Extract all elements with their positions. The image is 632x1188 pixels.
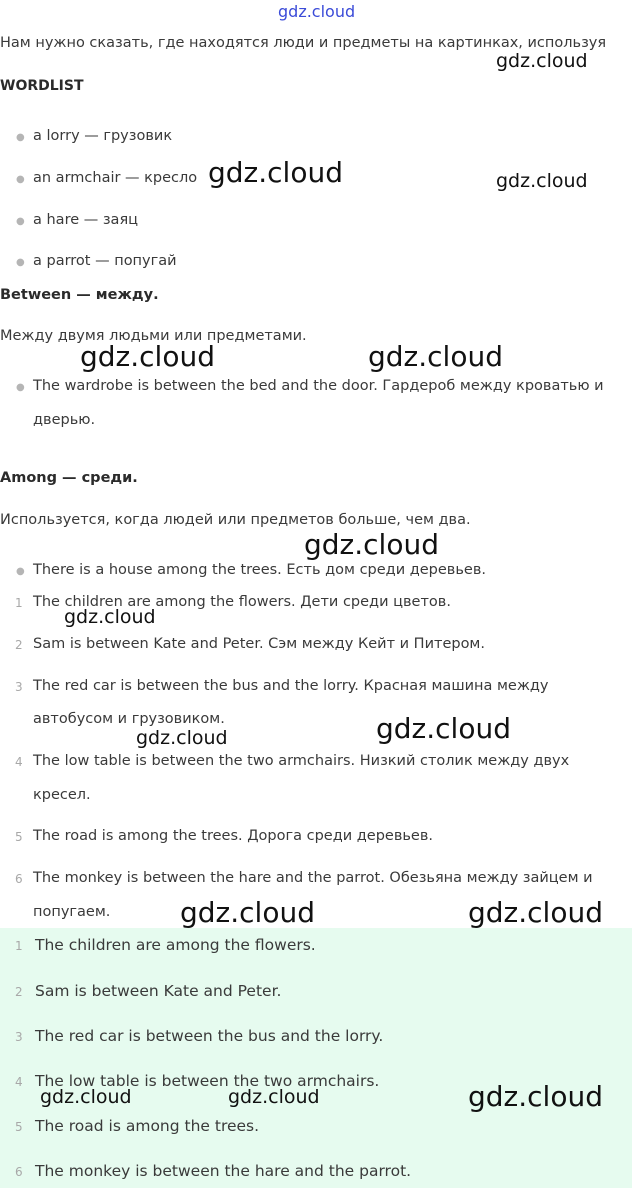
item-number: 5 (15, 1120, 23, 1134)
watermark: gdz.cloud (496, 50, 588, 72)
watermark: gdz.cloud (136, 727, 228, 749)
item-number: 1 (15, 939, 23, 953)
bullet-icon: ● (16, 132, 25, 143)
item-number: 2 (15, 985, 23, 999)
item-number: 6 (15, 872, 23, 886)
between-example-cont: дверью. (33, 412, 96, 428)
item-number: 3 (15, 1030, 23, 1044)
watermark: gdz.cloud (228, 1086, 320, 1108)
translation-item: The road is among the trees. Дорога среди деревьев. (33, 828, 433, 844)
item-number: 2 (15, 638, 23, 652)
watermark: gdz.cloud (64, 606, 156, 628)
wordlist-item: a hare — заяц (33, 212, 139, 228)
watermark: gdz.cloud (468, 896, 603, 929)
translation-item-cont: попугаем. (33, 904, 111, 920)
among-description: Используется, когда людей или предметов больше, чем два. (0, 512, 471, 528)
watermark: gdz.cloud (208, 156, 343, 189)
translation-item: Sam is between Kate and Peter. Сэм между Кейт и Питером. (33, 636, 485, 652)
translation-item: The low table is between the two armchairs. Низкий столик между двух (33, 753, 570, 769)
watermark: gdz.cloud (376, 712, 511, 745)
bullet-icon: ● (16, 257, 25, 268)
watermark: gdz.cloud (368, 340, 503, 373)
answer-item: Sam is between Kate and Peter. (35, 982, 282, 1000)
watermark: gdz.cloud (40, 1086, 132, 1108)
item-number: 6 (15, 1165, 23, 1179)
item-number: 3 (15, 680, 23, 694)
between-description: Между двумя людьми или предметами. (0, 328, 307, 344)
translation-item-cont: автобусом и грузовиком. (33, 711, 225, 727)
bullet-icon: ● (16, 216, 25, 227)
answer-item: The road is among the trees. (35, 1117, 260, 1135)
watermark: gdz.cloud (180, 896, 315, 929)
between-example: The wardrobe is between the bed and the door. Гардероб между кроватью и (33, 378, 604, 394)
watermark: gdz.cloud (80, 340, 215, 373)
answers-panel (0, 928, 632, 1188)
translation-item: The monkey is between the hare and the parrot. Обезьяна между зайцем и (33, 870, 593, 886)
watermark-top: gdz.cloud (278, 2, 356, 21)
watermark: gdz.cloud (496, 170, 588, 192)
bullet-icon: ● (16, 174, 25, 185)
answer-item: The monkey is between the hare and the parrot. (35, 1162, 412, 1180)
wordlist-item: a parrot — попугай (33, 253, 177, 269)
watermark: gdz.cloud (468, 1080, 603, 1113)
translation-item-cont: кресел. (33, 787, 91, 803)
bullet-icon: ● (16, 382, 25, 393)
answer-item: The low table is between the two armchairs. (35, 1072, 380, 1090)
wordlist-heading: WORDLIST (0, 78, 84, 94)
among-example: There is a house among the trees. Есть дом среди деревьев. (33, 562, 486, 578)
answer-item: The children are among the flowers. (35, 936, 316, 954)
answer-item: The red car is between the bus and the lorry. (35, 1027, 384, 1045)
translation-item: The red car is between the bus and the lorry. Красная машина между (33, 678, 549, 694)
intro-text: Нам нужно сказать, где находятся люди и предметы на картинках, используя (0, 35, 607, 51)
among-heading: Among — среди. (0, 470, 138, 486)
translation-item: The children are among the flowers. Дети среди цветов. (33, 594, 451, 610)
wordlist-item: a lorry — грузовик (33, 128, 173, 144)
item-number: 4 (15, 755, 23, 769)
item-number: 1 (15, 596, 23, 610)
wordlist-item: an armchair — кресло (33, 170, 198, 186)
watermark: gdz.cloud (304, 528, 439, 561)
item-number: 5 (15, 830, 23, 844)
bullet-icon: ● (16, 566, 25, 577)
item-number: 4 (15, 1075, 23, 1089)
between-heading: Between — между. (0, 287, 159, 303)
